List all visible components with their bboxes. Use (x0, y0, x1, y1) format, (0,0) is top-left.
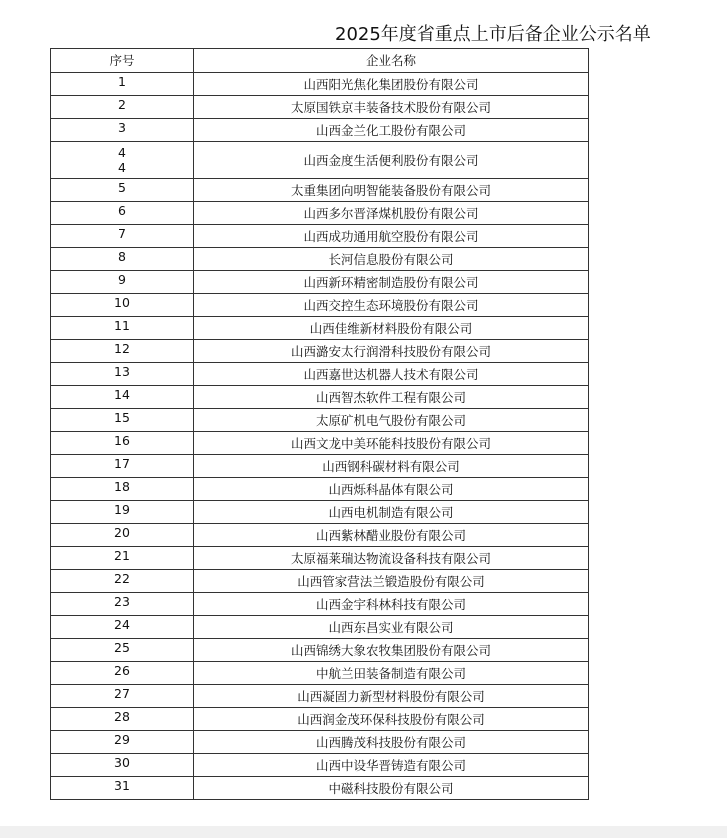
serial-number: 11 (114, 317, 130, 333)
enterprise-name: 山西电机制造有限公司 (194, 501, 589, 524)
serial-number-cell (51, 317, 194, 340)
serial-number: 31 (114, 777, 130, 793)
serial-number: 8 (118, 248, 126, 264)
serial-number: 15 (114, 409, 130, 425)
table-row (51, 570, 589, 593)
table-row (51, 524, 589, 547)
serial-number-cell (51, 179, 194, 202)
serial-number: 14 (114, 386, 130, 402)
serial-number-cell (51, 593, 194, 616)
serial-number: 16 (114, 432, 130, 448)
serial-number: 17 (114, 455, 130, 471)
serial-number: 28 (114, 708, 130, 724)
table-row (51, 593, 589, 616)
serial-number-cell (51, 524, 194, 547)
enterprise-name: 山西佳维新材料股份有限公司 (194, 317, 589, 340)
table-row (51, 432, 589, 455)
serial-number: 29 (114, 731, 130, 747)
enterprise-name: 山西锦绣大象农牧集团股份有限公司 (194, 639, 589, 662)
enterprise-name: 山西腾茂科技股份有限公司 (194, 731, 589, 754)
serial-number: 18 (114, 478, 130, 494)
enterprise-name: 山西多尔晋泽煤机股份有限公司 (194, 202, 589, 225)
header-serial-number: 序号 (51, 49, 194, 73)
serial-number-cell (51, 616, 194, 639)
serial-number: 6 (118, 202, 126, 218)
table-row (51, 547, 589, 570)
enterprise-name: 山西紫林醋业股份有限公司 (194, 524, 589, 547)
table-row (51, 754, 589, 777)
table-row (51, 363, 589, 386)
table-row (51, 179, 589, 202)
table-row (51, 248, 589, 271)
serial-number-cell (51, 248, 194, 271)
table-row (51, 202, 589, 225)
enterprise-name: 太原福莱瑞达物流设备科技有限公司 (194, 547, 589, 570)
enterprise-name: 山西成功通用航空股份有限公司 (194, 225, 589, 248)
serial-number: 2 (118, 96, 126, 112)
serial-number-cell (51, 340, 194, 363)
serial-number: 9 (118, 271, 126, 287)
table-row (51, 455, 589, 478)
serial-number-cell (51, 202, 194, 225)
enterprise-name: 山西金度生活便利股份有限公司 (194, 142, 589, 179)
serial-number: 21 (114, 547, 130, 563)
enterprise-name: 山西智杰软件工程有限公司 (194, 386, 589, 409)
table-row (51, 662, 589, 685)
table-row (51, 317, 589, 340)
serial-number: 24 (114, 616, 130, 632)
serial-number-cell (51, 754, 194, 777)
serial-number: 7 (118, 225, 126, 241)
enterprise-name: 山西金兰化工股份有限公司 (194, 119, 589, 142)
serial-number: 13 (114, 363, 130, 379)
serial-number: 30 (114, 754, 130, 770)
serial-number-cell (51, 386, 194, 409)
serial-number-cell (51, 271, 194, 294)
enterprise-name: 山西东昌实业有限公司 (194, 616, 589, 639)
table-row (51, 685, 589, 708)
serial-number-cell (51, 685, 194, 708)
page-bottom-strip (0, 826, 727, 838)
table-row (51, 73, 589, 96)
table-row (51, 119, 589, 142)
serial-number-cell (51, 547, 194, 570)
table-row (51, 731, 589, 754)
enterprise-name: 山西潞安太行润滑科技股份有限公司 (194, 340, 589, 363)
serial-number: 20 (114, 524, 130, 540)
table-row (51, 142, 589, 179)
enterprise-table (50, 48, 589, 800)
serial-number: 4 4 (118, 145, 126, 175)
enterprise-name: 山西文龙中美环能科技股份有限公司 (194, 432, 589, 455)
serial-number-cell (51, 432, 194, 455)
serial-number-cell (51, 73, 194, 96)
header-enterprise-name: 企业名称 (194, 49, 589, 73)
serial-number-cell (51, 731, 194, 754)
serial-number-cell (51, 639, 194, 662)
table-row (51, 340, 589, 363)
table-row (51, 225, 589, 248)
table-row (51, 708, 589, 731)
table-row (51, 777, 589, 800)
enterprise-name: 山西嘉世达机器人技术有限公司 (194, 363, 589, 386)
table-row (51, 386, 589, 409)
table-body (51, 73, 589, 800)
serial-number-cell (51, 708, 194, 731)
enterprise-name: 山西金宇科林科技有限公司 (194, 593, 589, 616)
serial-number: 10 (114, 294, 130, 310)
enterprise-name: 山西阳光焦化集团股份有限公司 (194, 73, 589, 96)
serial-number-cell (51, 225, 194, 248)
serial-number-cell (51, 119, 194, 142)
table-row (51, 271, 589, 294)
enterprise-name: 山西钢科碳材料有限公司 (194, 455, 589, 478)
table-row (51, 294, 589, 317)
enterprise-name: 太原国铁京丰装备技术股份有限公司 (194, 96, 589, 119)
enterprise-name: 太原矿机电气股份有限公司 (194, 409, 589, 432)
enterprise-name: 山西润金茂环保科技股份有限公司 (194, 708, 589, 731)
table-row (51, 409, 589, 432)
table-row (51, 616, 589, 639)
enterprise-name: 长河信息股份有限公司 (194, 248, 589, 271)
serial-number: 5 (118, 179, 126, 195)
serial-number-cell (51, 409, 194, 432)
serial-number-cell (51, 363, 194, 386)
table-row (51, 478, 589, 501)
enterprise-name: 山西管家营法兰锻造股份有限公司 (194, 570, 589, 593)
enterprise-name: 山西凝固力新型材料股份有限公司 (194, 685, 589, 708)
enterprise-name: 中航兰田装备制造有限公司 (194, 662, 589, 685)
serial-number-cell (51, 662, 194, 685)
serial-number: 1 (118, 73, 126, 89)
serial-number-cell (51, 478, 194, 501)
serial-number-cell (51, 96, 194, 119)
serial-number-cell (51, 570, 194, 593)
serial-number: 26 (114, 662, 130, 678)
serial-number-cell (51, 455, 194, 478)
serial-number: 22 (114, 570, 130, 586)
table-row (51, 639, 589, 662)
serial-number: 23 (114, 593, 130, 609)
serial-number: 12 (114, 340, 130, 356)
serial-number: 25 (114, 639, 130, 655)
serial-number-cell (51, 501, 194, 524)
page-title: 2025年度省重点上市后备企业公示名单 (335, 24, 651, 45)
enterprise-name: 山西新环精密制造股份有限公司 (194, 271, 589, 294)
enterprise-name: 中磁科技股份有限公司 (194, 777, 589, 800)
serial-number-cell (51, 294, 194, 317)
enterprise-name: 山西烁科晶体有限公司 (194, 478, 589, 501)
serial-number: 19 (114, 501, 130, 517)
serial-number: 27 (114, 685, 130, 701)
enterprise-name: 山西交控生态环境股份有限公司 (194, 294, 589, 317)
enterprise-name: 太重集团向明智能装备股份有限公司 (194, 179, 589, 202)
table-header-row (51, 49, 589, 73)
serial-number-cell (51, 777, 194, 800)
table-row (51, 501, 589, 524)
enterprise-name: 山西中设华晋铸造有限公司 (194, 754, 589, 777)
serial-number-cell (51, 142, 194, 179)
serial-number: 3 (118, 119, 126, 135)
table-row (51, 96, 589, 119)
